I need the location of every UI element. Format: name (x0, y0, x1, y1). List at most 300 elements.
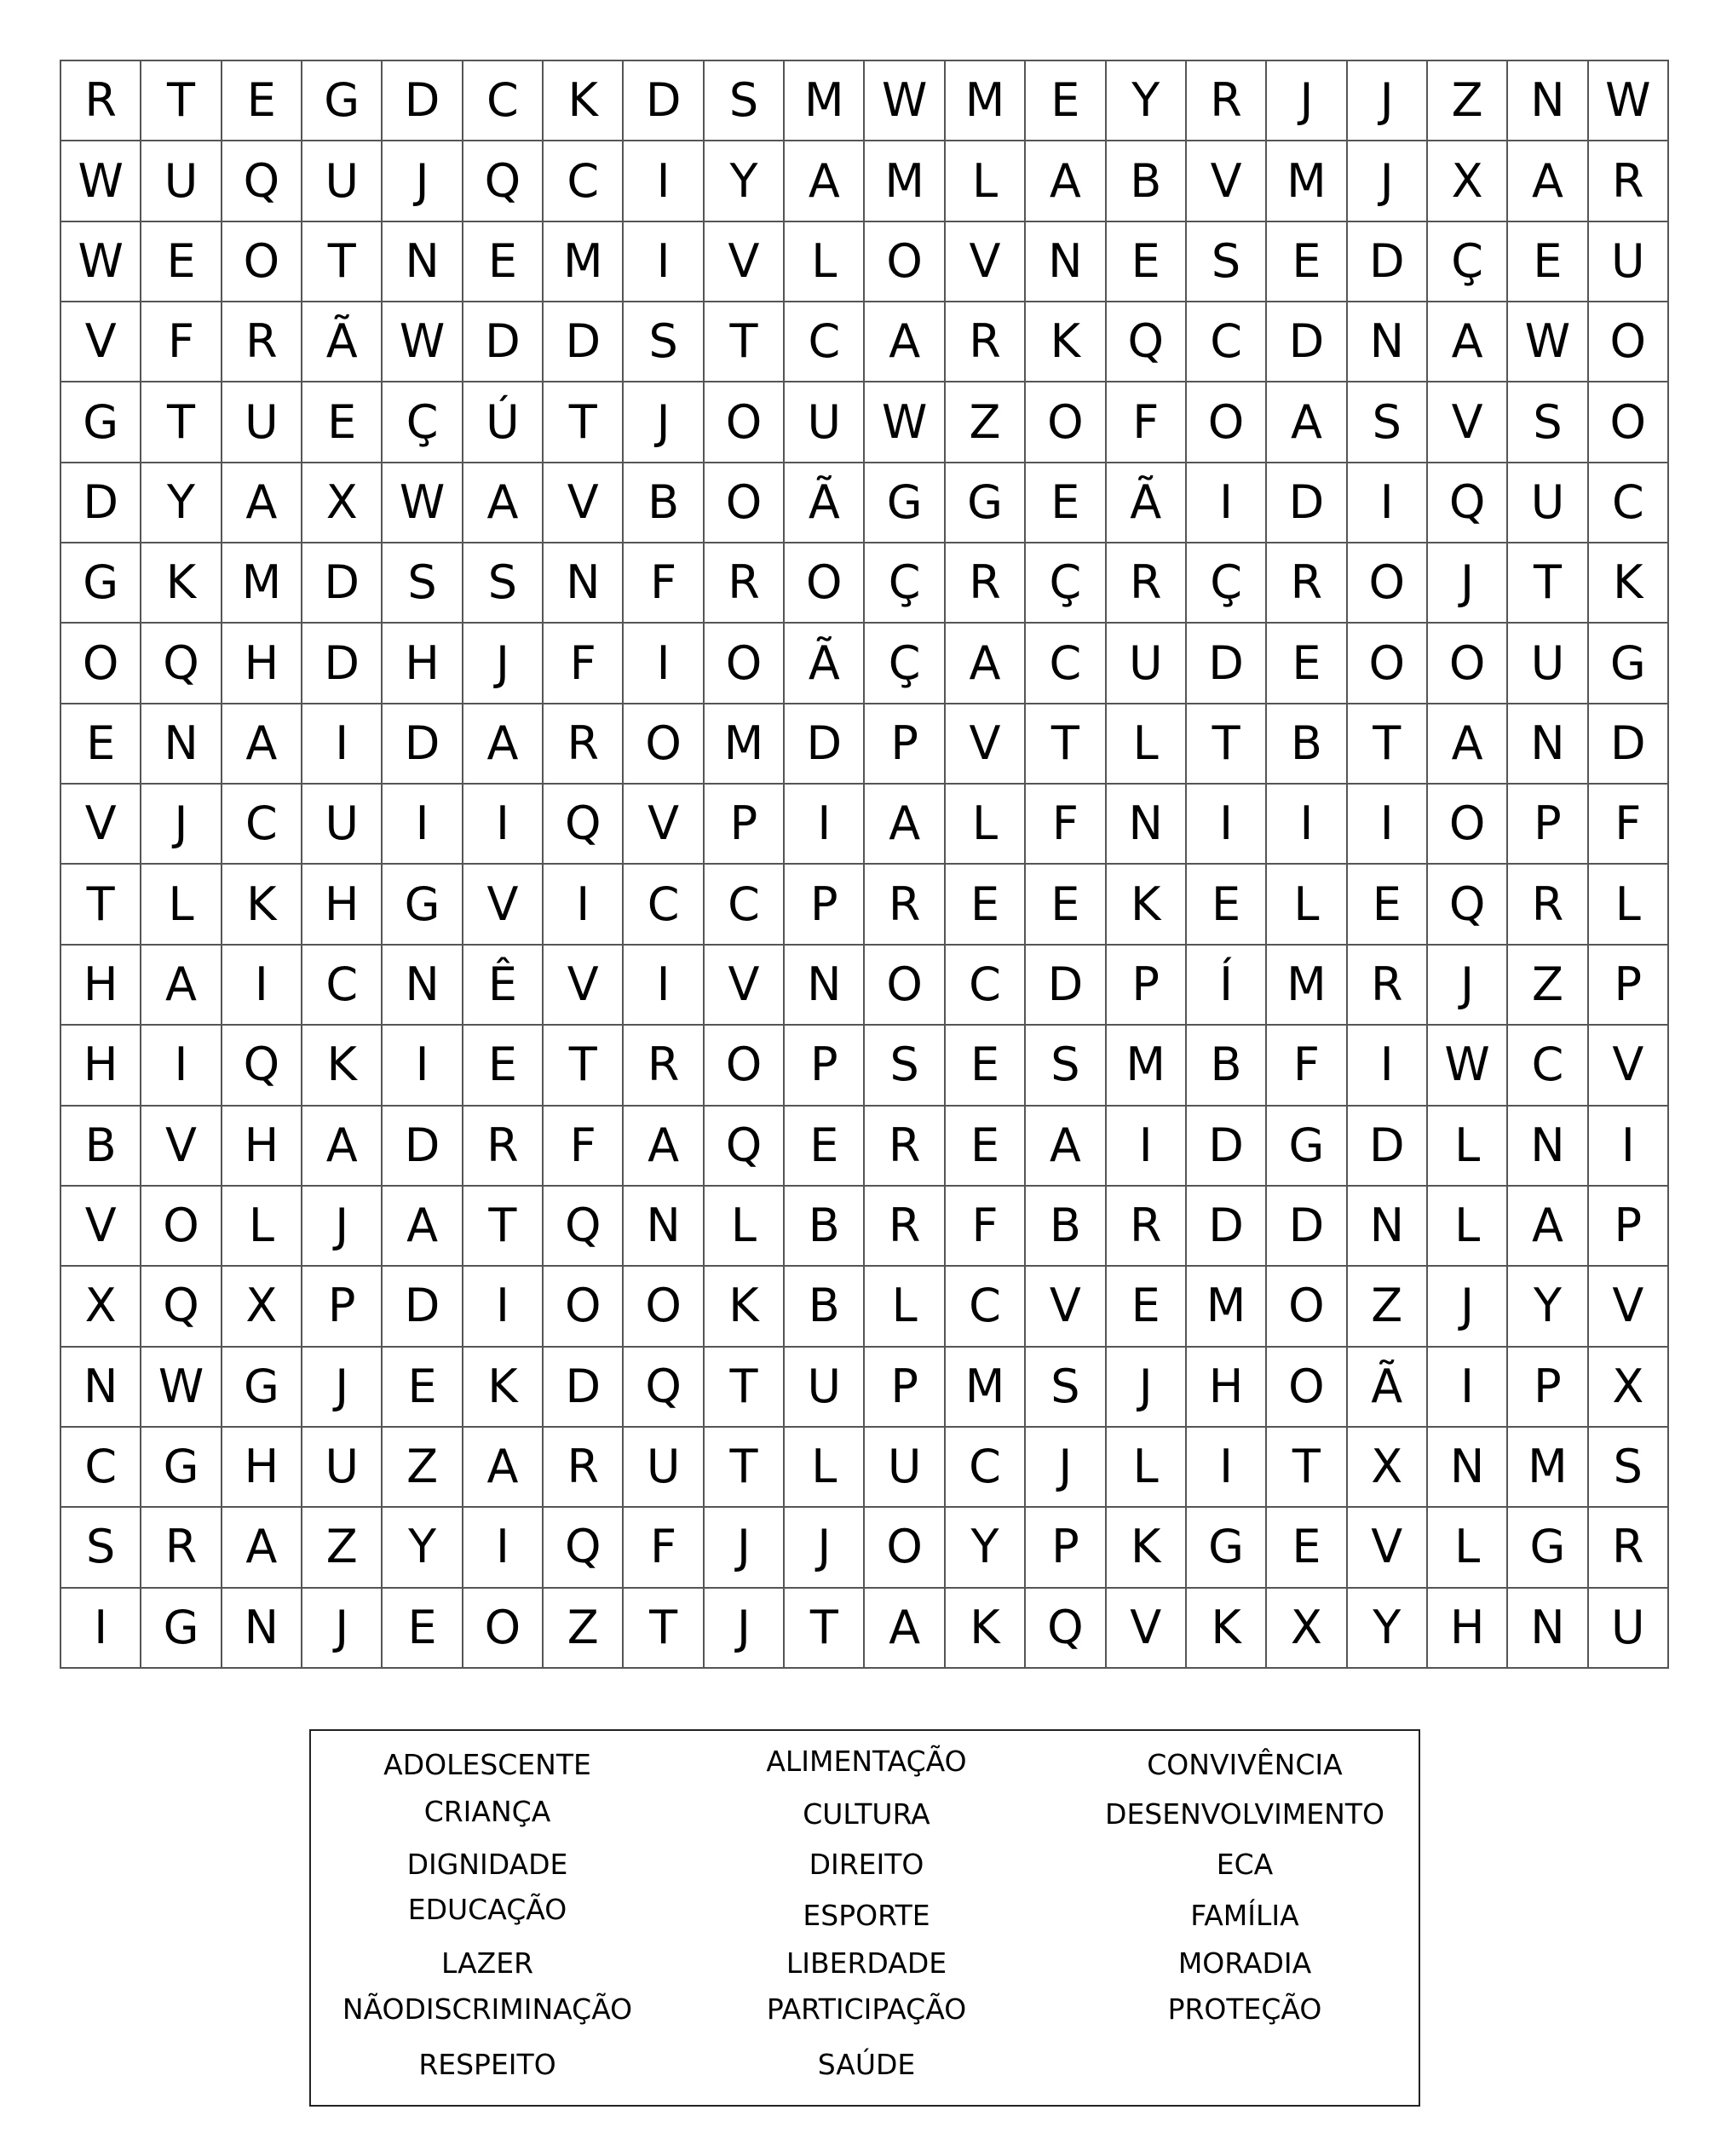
grid-cell[interactable]: H (222, 1107, 302, 1187)
grid-cell[interactable]: J (1428, 543, 1508, 624)
grid-cell[interactable]: V (1348, 1508, 1428, 1588)
grid-cell[interactable]: E (946, 865, 1026, 945)
grid-cell[interactable]: Ê (463, 946, 544, 1026)
grid-cell[interactable]: G (865, 463, 945, 543)
grid-cell[interactable]: I (463, 1508, 544, 1588)
grid-cell[interactable]: U (624, 1428, 704, 1508)
grid-cell[interactable]: D (1187, 1107, 1267, 1187)
grid-cell[interactable]: J (463, 624, 544, 704)
grid-cell[interactable]: E (1508, 222, 1588, 302)
grid-cell[interactable]: P (1508, 785, 1588, 865)
grid-cell[interactable]: L (785, 222, 865, 302)
grid-cell[interactable]: Ç (1026, 543, 1106, 624)
grid-cell[interactable]: P (865, 704, 945, 785)
grid-cell[interactable]: Q (141, 1267, 222, 1347)
grid-cell[interactable]: Y (141, 463, 222, 543)
grid-cell[interactable]: A (1428, 302, 1508, 382)
grid-cell[interactable]: A (865, 785, 945, 865)
grid-cell[interactable]: W (865, 382, 945, 463)
grid-cell[interactable]: V (946, 704, 1026, 785)
grid-cell[interactable]: A (865, 302, 945, 382)
grid-cell[interactable]: B (1026, 1187, 1106, 1267)
grid-cell[interactable]: D (1267, 302, 1347, 382)
grid-cell[interactable]: G (61, 543, 141, 624)
grid-cell[interactable]: Z (1508, 946, 1588, 1026)
grid-cell[interactable]: I (1187, 1428, 1267, 1508)
grid-cell[interactable]: G (222, 1348, 302, 1428)
grid-cell[interactable]: D (1187, 624, 1267, 704)
grid-cell[interactable]: A (1026, 141, 1106, 221)
grid-cell[interactable]: X (222, 1267, 302, 1347)
grid-cell[interactable]: D (302, 543, 383, 624)
grid-cell[interactable]: Y (1508, 1267, 1588, 1347)
grid-cell[interactable]: K (946, 1589, 1026, 1669)
grid-cell[interactable]: L (1428, 1187, 1508, 1267)
grid-cell[interactable]: U (302, 141, 383, 221)
grid-cell[interactable]: F (544, 624, 624, 704)
grid-cell[interactable]: K (1107, 865, 1187, 945)
grid-cell[interactable]: Ú (463, 382, 544, 463)
grid-cell[interactable]: S (61, 1508, 141, 1588)
grid-cell[interactable]: Z (302, 1508, 383, 1588)
grid-cell[interactable]: I (624, 141, 704, 221)
grid-cell[interactable]: F (1267, 1026, 1347, 1106)
grid-cell[interactable]: Q (1026, 1589, 1106, 1669)
grid-cell[interactable]: S (1026, 1348, 1106, 1428)
grid-cell[interactable]: J (302, 1589, 383, 1669)
grid-cell[interactable]: I (1348, 785, 1428, 865)
grid-cell[interactable]: I (624, 624, 704, 704)
grid-cell[interactable]: N (785, 946, 865, 1026)
grid-cell[interactable]: C (705, 865, 785, 945)
grid-cell[interactable]: C (222, 785, 302, 865)
grid-cell[interactable]: M (865, 141, 945, 221)
grid-cell[interactable]: O (463, 1589, 544, 1669)
grid-cell[interactable]: Y (705, 141, 785, 221)
grid-cell[interactable]: N (383, 222, 463, 302)
grid-cell[interactable]: R (1508, 865, 1588, 945)
grid-cell[interactable]: O (1348, 624, 1428, 704)
grid-cell[interactable]: N (544, 543, 624, 624)
grid-cell[interactable]: F (1589, 785, 1669, 865)
grid-cell[interactable]: V (1107, 1589, 1187, 1669)
grid-cell[interactable]: L (1107, 704, 1187, 785)
grid-cell[interactable]: T (1187, 704, 1267, 785)
grid-cell[interactable]: O (1428, 624, 1508, 704)
grid-cell[interactable]: C (1187, 302, 1267, 382)
grid-cell[interactable]: X (1267, 1589, 1347, 1669)
grid-cell[interactable]: F (1026, 785, 1106, 865)
grid-cell[interactable]: D (383, 704, 463, 785)
grid-cell[interactable]: J (1348, 141, 1428, 221)
grid-cell[interactable]: H (222, 1428, 302, 1508)
grid-cell[interactable]: D (1187, 1187, 1267, 1267)
grid-cell[interactable]: E (463, 1026, 544, 1106)
grid-cell[interactable]: O (1026, 382, 1106, 463)
grid-cell[interactable]: T (1267, 1428, 1347, 1508)
grid-cell[interactable]: A (1026, 1107, 1106, 1187)
grid-cell[interactable]: F (624, 1508, 704, 1588)
grid-cell[interactable]: T (141, 382, 222, 463)
grid-cell[interactable]: W (141, 1348, 222, 1428)
grid-cell[interactable]: K (463, 1348, 544, 1428)
grid-cell[interactable]: I (141, 1026, 222, 1106)
grid-cell[interactable]: Q (705, 1107, 785, 1187)
grid-cell[interactable]: N (383, 946, 463, 1026)
grid-cell[interactable]: V (141, 1107, 222, 1187)
grid-cell[interactable]: R (865, 1187, 945, 1267)
grid-cell[interactable]: R (1589, 1508, 1669, 1588)
grid-cell[interactable]: G (1267, 1107, 1347, 1187)
grid-cell[interactable]: O (1267, 1348, 1347, 1428)
grid-cell[interactable]: A (1428, 704, 1508, 785)
grid-cell[interactable]: C (544, 141, 624, 221)
grid-cell[interactable]: W (1428, 1026, 1508, 1106)
grid-cell[interactable]: A (463, 704, 544, 785)
grid-cell[interactable]: E (1187, 865, 1267, 945)
grid-cell[interactable]: A (785, 141, 865, 221)
grid-cell[interactable]: E (1026, 463, 1106, 543)
grid-cell[interactable]: F (1107, 382, 1187, 463)
grid-cell[interactable]: H (383, 624, 463, 704)
grid-cell[interactable]: Q (544, 1187, 624, 1267)
grid-cell[interactable]: J (302, 1348, 383, 1428)
grid-cell[interactable]: G (383, 865, 463, 945)
grid-cell[interactable]: Z (1348, 1267, 1428, 1347)
grid-cell[interactable]: B (1107, 141, 1187, 221)
grid-cell[interactable]: O (865, 222, 945, 302)
grid-cell[interactable]: O (1267, 1267, 1347, 1347)
grid-cell[interactable]: J (705, 1589, 785, 1669)
grid-cell[interactable]: C (785, 302, 865, 382)
grid-cell[interactable]: O (785, 543, 865, 624)
grid-cell[interactable]: L (1428, 1508, 1508, 1588)
grid-cell[interactable]: H (61, 946, 141, 1026)
grid-cell[interactable]: J (1026, 1428, 1106, 1508)
grid-cell[interactable]: T (544, 1026, 624, 1106)
grid-cell[interactable]: E (1107, 1267, 1187, 1347)
grid-cell[interactable]: I (61, 1589, 141, 1669)
grid-cell[interactable]: Y (946, 1508, 1026, 1588)
grid-cell[interactable]: A (1267, 382, 1347, 463)
grid-cell[interactable]: N (1428, 1428, 1508, 1508)
grid-cell[interactable]: J (1348, 61, 1428, 141)
grid-cell[interactable]: V (544, 946, 624, 1026)
grid-cell[interactable]: T (705, 1348, 785, 1428)
grid-cell[interactable]: R (1107, 543, 1187, 624)
grid-cell[interactable]: P (865, 1348, 945, 1428)
grid-cell[interactable]: T (544, 382, 624, 463)
grid-cell[interactable]: M (946, 1348, 1026, 1428)
grid-cell[interactable]: R (946, 543, 1026, 624)
grid-cell[interactable]: R (1107, 1187, 1187, 1267)
grid-cell[interactable]: B (1267, 704, 1347, 785)
grid-cell[interactable]: R (61, 61, 141, 141)
grid-cell[interactable]: A (463, 463, 544, 543)
grid-cell[interactable]: Ç (383, 382, 463, 463)
grid-cell[interactable]: A (383, 1187, 463, 1267)
grid-cell[interactable]: Z (1428, 61, 1508, 141)
grid-cell[interactable]: A (1508, 141, 1588, 221)
grid-cell[interactable]: G (141, 1428, 222, 1508)
grid-cell[interactable]: Q (141, 624, 222, 704)
grid-cell[interactable]: W (383, 463, 463, 543)
grid-cell[interactable]: E (1267, 624, 1347, 704)
grid-cell[interactable]: D (383, 1107, 463, 1187)
grid-cell[interactable]: C (302, 946, 383, 1026)
grid-cell[interactable]: A (222, 704, 302, 785)
grid-cell[interactable]: J (785, 1508, 865, 1588)
grid-cell[interactable]: D (624, 61, 704, 141)
grid-cell[interactable]: R (705, 543, 785, 624)
grid-cell[interactable]: X (302, 463, 383, 543)
grid-cell[interactable]: C (624, 865, 704, 945)
grid-cell[interactable]: P (785, 865, 865, 945)
grid-cell[interactable]: S (1187, 222, 1267, 302)
grid-cell[interactable]: U (1508, 624, 1588, 704)
grid-cell[interactable]: I (383, 785, 463, 865)
grid-cell[interactable]: E (1348, 865, 1428, 945)
grid-cell[interactable]: V (1428, 382, 1508, 463)
grid-cell[interactable]: K (1026, 302, 1106, 382)
grid-cell[interactable]: T (302, 222, 383, 302)
grid-cell[interactable]: O (1187, 382, 1267, 463)
grid-cell[interactable]: T (624, 1589, 704, 1669)
grid-cell[interactable]: Q (544, 1508, 624, 1588)
grid-cell[interactable]: R (946, 302, 1026, 382)
grid-cell[interactable]: O (141, 1187, 222, 1267)
grid-cell[interactable]: V (61, 302, 141, 382)
grid-cell[interactable]: Q (1428, 463, 1508, 543)
grid-cell[interactable]: O (1428, 785, 1508, 865)
grid-cell[interactable]: E (222, 61, 302, 141)
grid-cell[interactable]: D (61, 463, 141, 543)
grid-cell[interactable]: I (222, 946, 302, 1026)
grid-cell[interactable]: R (1267, 543, 1347, 624)
grid-cell[interactable]: D (544, 302, 624, 382)
grid-cell[interactable]: J (302, 1187, 383, 1267)
grid-cell[interactable]: E (1026, 865, 1106, 945)
grid-cell[interactable]: V (624, 785, 704, 865)
grid-cell[interactable]: E (1267, 222, 1347, 302)
grid-cell[interactable]: K (1589, 543, 1669, 624)
grid-cell[interactable]: C (1508, 1026, 1588, 1106)
grid-cell[interactable]: A (865, 1589, 945, 1669)
grid-cell[interactable]: L (1428, 1107, 1508, 1187)
grid-cell[interactable]: L (705, 1187, 785, 1267)
grid-cell[interactable]: B (785, 1267, 865, 1347)
grid-cell[interactable]: Z (544, 1589, 624, 1669)
grid-cell[interactable]: W (1589, 61, 1669, 141)
grid-cell[interactable]: Ã (1348, 1348, 1428, 1428)
grid-cell[interactable]: X (1428, 141, 1508, 221)
grid-cell[interactable]: M (222, 543, 302, 624)
grid-cell[interactable]: B (624, 463, 704, 543)
grid-cell[interactable]: K (141, 543, 222, 624)
grid-cell[interactable]: O (705, 624, 785, 704)
grid-cell[interactable]: F (141, 302, 222, 382)
grid-cell[interactable]: Ã (785, 624, 865, 704)
grid-cell[interactable]: I (383, 1026, 463, 1106)
grid-cell[interactable]: O (222, 222, 302, 302)
grid-cell[interactable]: I (1187, 463, 1267, 543)
grid-cell[interactable]: E (302, 382, 383, 463)
grid-cell[interactable]: Z (383, 1428, 463, 1508)
grid-cell[interactable]: U (785, 1348, 865, 1428)
grid-cell[interactable]: A (222, 1508, 302, 1588)
grid-cell[interactable]: D (544, 1348, 624, 1428)
grid-cell[interactable]: O (1589, 302, 1669, 382)
grid-cell[interactable]: Y (1107, 61, 1187, 141)
grid-cell[interactable]: M (705, 704, 785, 785)
grid-cell[interactable]: Ç (1187, 543, 1267, 624)
grid-cell[interactable]: D (1267, 463, 1347, 543)
grid-cell[interactable]: P (1107, 946, 1187, 1026)
grid-cell[interactable]: V (1187, 141, 1267, 221)
grid-cell[interactable]: Q (222, 1026, 302, 1106)
grid-cell[interactable]: P (1589, 946, 1669, 1026)
grid-cell[interactable]: I (624, 222, 704, 302)
grid-cell[interactable]: V (1589, 1026, 1669, 1106)
grid-cell[interactable]: Q (624, 1348, 704, 1428)
grid-cell[interactable]: B (61, 1107, 141, 1187)
grid-cell[interactable]: L (1267, 865, 1347, 945)
grid-cell[interactable]: E (946, 1026, 1026, 1106)
grid-cell[interactable]: Ç (1428, 222, 1508, 302)
grid-cell[interactable]: T (1508, 543, 1588, 624)
grid-cell[interactable]: H (61, 1026, 141, 1106)
grid-cell[interactable]: S (1348, 382, 1428, 463)
grid-cell[interactable]: Q (1428, 865, 1508, 945)
grid-cell[interactable]: O (705, 1026, 785, 1106)
grid-cell[interactable]: C (946, 946, 1026, 1026)
grid-cell[interactable]: S (865, 1026, 945, 1106)
grid-cell[interactable]: M (1107, 1026, 1187, 1106)
grid-cell[interactable]: G (1589, 624, 1669, 704)
grid-cell[interactable]: N (1508, 704, 1588, 785)
grid-cell[interactable]: L (1589, 865, 1669, 945)
grid-cell[interactable]: I (463, 785, 544, 865)
grid-cell[interactable]: J (383, 141, 463, 221)
grid-cell[interactable]: C (1589, 463, 1669, 543)
grid-cell[interactable]: V (463, 865, 544, 945)
grid-cell[interactable]: M (1508, 1428, 1588, 1508)
grid-cell[interactable]: S (1026, 1026, 1106, 1106)
grid-cell[interactable]: V (705, 222, 785, 302)
grid-cell[interactable]: H (302, 865, 383, 945)
grid-cell[interactable]: N (1508, 61, 1588, 141)
grid-cell[interactable]: R (1589, 141, 1669, 221)
grid-cell[interactable]: O (705, 463, 785, 543)
grid-cell[interactable]: Z (946, 382, 1026, 463)
grid-cell[interactable]: L (785, 1428, 865, 1508)
grid-cell[interactable]: I (1348, 1026, 1428, 1106)
grid-cell[interactable]: N (1348, 302, 1428, 382)
grid-cell[interactable]: X (1348, 1428, 1428, 1508)
grid-cell[interactable]: D (1026, 946, 1106, 1026)
grid-cell[interactable]: E (383, 1589, 463, 1669)
grid-cell[interactable]: N (1508, 1589, 1588, 1669)
grid-cell[interactable]: E (1267, 1508, 1347, 1588)
grid-cell[interactable]: Í (1187, 946, 1267, 1026)
grid-cell[interactable]: A (1508, 1187, 1588, 1267)
grid-cell[interactable]: L (141, 865, 222, 945)
grid-cell[interactable]: D (1589, 704, 1669, 785)
grid-cell[interactable]: S (383, 543, 463, 624)
grid-cell[interactable]: T (1348, 704, 1428, 785)
grid-cell[interactable]: K (222, 865, 302, 945)
grid-cell[interactable]: I (302, 704, 383, 785)
grid-cell[interactable]: V (544, 463, 624, 543)
grid-cell[interactable]: H (1187, 1348, 1267, 1428)
grid-cell[interactable]: F (624, 543, 704, 624)
grid-cell[interactable]: U (865, 1428, 945, 1508)
grid-cell[interactable]: E (1107, 222, 1187, 302)
grid-cell[interactable]: U (1508, 463, 1588, 543)
grid-cell[interactable]: K (705, 1267, 785, 1347)
grid-cell[interactable]: B (1187, 1026, 1267, 1106)
grid-cell[interactable]: I (624, 946, 704, 1026)
grid-cell[interactable]: R (624, 1026, 704, 1106)
grid-cell[interactable]: A (302, 1107, 383, 1187)
grid-cell[interactable]: S (1589, 1428, 1669, 1508)
grid-cell[interactable]: N (1508, 1107, 1588, 1187)
grid-cell[interactable]: M (1187, 1267, 1267, 1347)
grid-cell[interactable]: C (463, 61, 544, 141)
grid-cell[interactable]: E (946, 1107, 1026, 1187)
grid-cell[interactable]: X (61, 1267, 141, 1347)
grid-cell[interactable]: U (222, 382, 302, 463)
grid-cell[interactable]: O (1348, 543, 1428, 624)
grid-cell[interactable]: I (1348, 463, 1428, 543)
grid-cell[interactable]: N (222, 1589, 302, 1669)
grid-cell[interactable]: N (61, 1348, 141, 1428)
grid-cell[interactable]: O (544, 1267, 624, 1347)
grid-cell[interactable]: K (302, 1026, 383, 1106)
grid-cell[interactable]: L (865, 1267, 945, 1347)
grid-cell[interactable]: E (383, 1348, 463, 1428)
grid-cell[interactable]: V (61, 785, 141, 865)
grid-cell[interactable]: P (705, 785, 785, 865)
grid-cell[interactable]: A (222, 463, 302, 543)
grid-cell[interactable]: C (946, 1267, 1026, 1347)
grid-cell[interactable]: J (1428, 946, 1508, 1026)
grid-cell[interactable]: W (1508, 302, 1588, 382)
grid-cell[interactable]: R (544, 1428, 624, 1508)
grid-cell[interactable]: D (383, 1267, 463, 1347)
grid-cell[interactable]: D (1267, 1187, 1347, 1267)
grid-cell[interactable]: T (785, 1589, 865, 1669)
grid-cell[interactable]: C (946, 1428, 1026, 1508)
grid-cell[interactable]: P (1508, 1348, 1588, 1428)
grid-cell[interactable]: K (544, 61, 624, 141)
grid-cell[interactable]: C (61, 1428, 141, 1508)
grid-cell[interactable]: K (1187, 1589, 1267, 1669)
grid-cell[interactable]: U (141, 141, 222, 221)
grid-cell[interactable]: P (1589, 1187, 1669, 1267)
grid-cell[interactable]: E (785, 1107, 865, 1187)
grid-cell[interactable]: P (785, 1026, 865, 1106)
grid-cell[interactable]: T (705, 1428, 785, 1508)
grid-cell[interactable]: I (785, 785, 865, 865)
grid-cell[interactable]: Ã (302, 302, 383, 382)
grid-cell[interactable]: I (1428, 1348, 1508, 1428)
grid-cell[interactable]: O (624, 704, 704, 785)
grid-cell[interactable]: N (141, 704, 222, 785)
grid-cell[interactable]: G (141, 1589, 222, 1669)
grid-cell[interactable]: D (463, 302, 544, 382)
grid-cell[interactable]: T (463, 1187, 544, 1267)
